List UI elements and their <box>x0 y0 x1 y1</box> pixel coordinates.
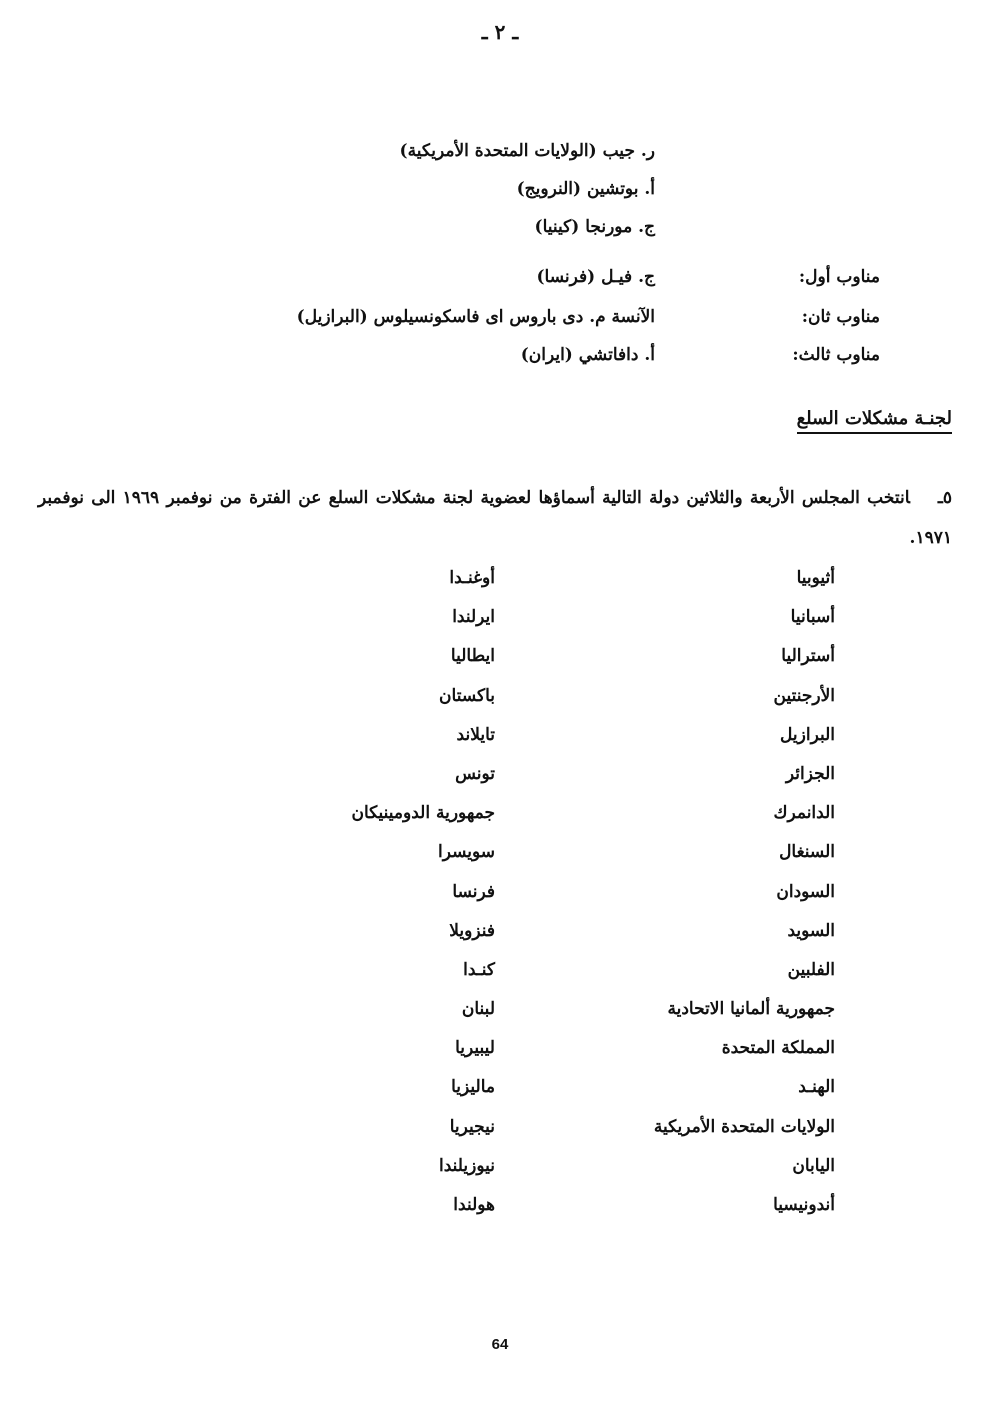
country-item: أسبانيا <box>790 607 835 628</box>
country-item: السودان <box>776 881 835 902</box>
country-item: البرازيل <box>780 724 835 745</box>
country-item: تايلاند <box>456 724 495 745</box>
country-item: نيجيريا <box>449 1116 495 1137</box>
country-item: الأرجنتين <box>773 685 835 706</box>
country-item: أستراليا <box>781 646 835 667</box>
country-item: الفلبين <box>787 959 835 980</box>
alternate-label-2: مناوب ثان: <box>801 307 880 327</box>
paragraph-text: انتخب المجلس الأربعة والثلاثين دولة التالية أسماؤها لعضوية لجنة مشكلات السلع عن الفترة من نوفمبر ١٩٦٩ الى نوفمبر ١٩٧١. <box>38 488 952 548</box>
paragraph-number: ٥ـ <box>937 488 953 508</box>
member-2: أ. بوتشين (النرويج) <box>516 179 655 199</box>
country-item: نيوزيلندا <box>439 1155 495 1176</box>
country-item: باكستان <box>439 685 495 706</box>
section-title: لجنـة مشكلات السلع <box>797 408 952 434</box>
country-item: فنزويلا <box>449 920 495 941</box>
country-item: اليابان <box>792 1155 835 1176</box>
country-item: ماليزيا <box>451 1077 495 1098</box>
footer-page-number: 64 <box>491 1336 509 1353</box>
alternate-name-2: الآنسة م. دى باروس اى فاسكونسيلوس (البرازيل) <box>296 307 655 327</box>
country-item: الدانمرك <box>773 803 835 824</box>
country-item: أندونيسيا <box>773 1195 835 1215</box>
country-item: ايرلندا <box>452 607 495 628</box>
country-item: أثيوبيا <box>796 568 835 588</box>
alternate-name-3: أ. دافاتشي (ايران) <box>520 345 655 365</box>
paragraph <box>38 478 952 558</box>
country-item: جمهورية ألمانيا الاتحادية <box>667 999 835 1020</box>
country-item: سويسرا <box>437 842 495 863</box>
country-item: المملكة المتحدة <box>721 1038 835 1059</box>
countries-right-column <box>654 566 835 1232</box>
member-1: ر. جيب (الولايات المتحدة الأمريكية) <box>399 141 655 161</box>
alternate-label-1: مناوب أول: <box>798 267 880 287</box>
country-item: السنغال <box>779 842 835 863</box>
country-item: جمهورية الدومينيكان <box>351 803 495 824</box>
country-item: الهنـد <box>798 1077 835 1098</box>
country-item: الولايات المتحدة الأمريكية <box>653 1116 835 1137</box>
page-marker: ـ ٢ ـ <box>481 20 519 44</box>
country-item: الجزائر <box>785 763 835 784</box>
country-item: هولندا <box>453 1195 495 1215</box>
country-item: كنـدا <box>463 959 495 980</box>
country-item: لبنان <box>461 999 495 1020</box>
member-3: ج. مورنجا (كينيا) <box>534 217 655 237</box>
country-item: السويد <box>787 920 835 941</box>
country-item: ايطاليا <box>450 646 495 667</box>
alternate-label-3: مناوب ثالث: <box>792 345 880 365</box>
country-item: فرنسا <box>452 881 495 902</box>
alternate-name-1: ج. فيـل (فرنسا) <box>536 267 655 287</box>
country-item: تونس <box>455 763 495 784</box>
country-item: ليبيريا <box>455 1038 495 1059</box>
countries-left-column <box>351 566 495 1232</box>
country-item: أوغنـدا <box>449 568 495 588</box>
